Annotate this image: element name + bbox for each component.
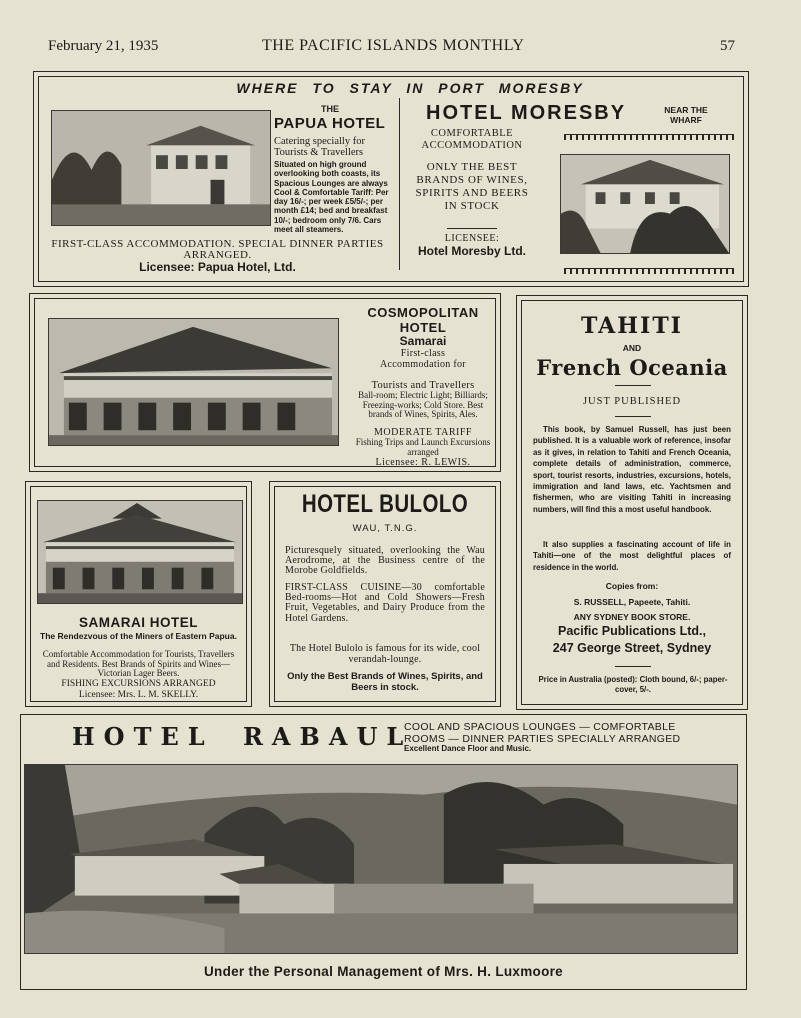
tahiti-any-store: ANY SYDNEY BOOK STORE. [573, 612, 691, 622]
moresby-rule [447, 228, 497, 229]
section-title: WHERE TO STAY IN PORT MORESBY [236, 80, 584, 96]
tahiti-paragraph-2: It also supplies a fascinating account of life in Tahiti—one of the most delightful places of residence in the world. [533, 540, 731, 572]
samarai-fishing: FISHING EXCURSIONS ARRANGED [61, 679, 216, 689]
cosmopolitan-licensee: Licensee: R. LEWIS. [375, 457, 471, 468]
tahiti-subtitle: French Oceania [536, 355, 728, 380]
cosmopolitan-name-1: COSMOPOLITAN [367, 305, 479, 320]
rabaul-line-3: Excellent Dance Floor and Music. [404, 744, 532, 753]
tahiti-copies-from: Copies from: [605, 581, 659, 591]
bulolo-paragraph-4: Only the Best Brands of Wines, Spirits, and Beers in stock. [287, 671, 483, 693]
moresby-dotted-rule-top [564, 134, 734, 140]
papua-the: THE [321, 104, 339, 114]
bulolo-place: WAU, T.N.G. [352, 523, 418, 534]
cosmopolitan-fishing: Fishing Trips and Launch Excursions arranged [355, 437, 491, 457]
papua-hotel-name: PAPUA HOTEL [274, 115, 386, 132]
tahiti-rule-3 [615, 666, 651, 667]
rabaul-line-1: COOL AND SPACIOUS LOUNGES — COMFORTABLE [404, 721, 676, 733]
rabaul-management: Under the Personal Management of Mrs. H. Luxmoore [203, 964, 563, 979]
moresby-comfortable: COMFORTABLE ACCOMMODATION [421, 128, 523, 151]
moresby-licensee-label: LICENSEE: [444, 233, 500, 244]
samarai-hotel-name: SAMARAI HOTEL [79, 615, 198, 630]
samarai-licensee: Licensee: Mrs. L. M. SKELLY. [78, 690, 199, 700]
rabaul-hotel-photo [24, 764, 738, 954]
papua-catering: Catering specially for Tourists & Travellers [274, 136, 365, 158]
tahiti-paragraph-1: This book, by Samuel Russell, has just been published. It is a valuable work of reference, insofar as it gives, in relation to Tahiti and French Oceania, complete details of administration, commerce, sport, tourist resorts, industries, excursions, hotels, immigration and land laws, etc. Yachtsmen and fishermen, who are visiting Tahiti in increasing numbers, will find this a most useful handbook. [533, 425, 731, 514]
cosmopolitan-name-2: HOTEL [399, 320, 447, 335]
moresby-brands: ONLY THE BEST BRANDS OF WINES, SPIRITS AND BEERS IN STOCK [415, 161, 529, 212]
samarai-body: Comfortable Accommodation for Tourists, Travellers and Residents. Best Brands of Spirits and Wines—Victorian Lager Beers. [42, 649, 235, 679]
rabaul-hotel-name: HOTEL RABAUL [72, 722, 413, 751]
magazine-title: THE PACIFIC ISLANDS MONTHLY [262, 37, 525, 54]
cosmopolitan-hotel-photo [48, 318, 339, 446]
tahiti-publisher-address: 247 George Street, Sydney [552, 641, 712, 655]
tahiti-title: TAHITI [581, 313, 683, 339]
bulolo-hotel-name: HOTEL BULOLO [301, 490, 469, 518]
moresby-near-wharf: NEAR THE WHARF [664, 105, 708, 125]
column-divider [399, 98, 400, 270]
page-date: February 21, 1935 [48, 38, 159, 54]
cosmopolitan-tariff: MODERATE TARIFF [374, 427, 472, 438]
papua-hotel-photo [51, 110, 271, 226]
tahiti-price: Price in Australia (posted): Cloth bound, 6/-; paper-cover, 5/-. [538, 675, 728, 694]
bulolo-paragraph-1: Picturesquely situated, overlooking the Wau Aerodrome, at the Business centre of the Morobe Goldfields. [285, 545, 485, 576]
moresby-licensee: Hotel Moresby Ltd. [417, 244, 526, 258]
tahiti-rule-2 [615, 416, 651, 417]
cosmopolitan-tourists: Tourists and Travellers [371, 380, 475, 391]
samarai-rendezvous: The Rendezvous of the Miners of Eastern Papua. [40, 631, 237, 641]
cosmopolitan-first-class: First-class Accommodation for [380, 348, 466, 370]
moresby-hotel-photo [560, 154, 730, 254]
samarai-hotel-photo [37, 500, 243, 604]
tahiti-publisher-name: Pacific Publications Ltd., [558, 624, 706, 638]
moresby-dotted-rule-bottom [564, 268, 734, 274]
moresby-hotel-name: HOTEL MORESBY [426, 102, 627, 124]
papua-first-class: FIRST-CLASS ACCOMMODATION. SPECIAL DINNER PARTIES ARRANGED. [51, 238, 384, 261]
tahiti-and: AND [622, 343, 642, 353]
rabaul-line-2: ROOMS — DINNER PARTIES SPECIALLY ARRANGED [404, 733, 681, 745]
bulolo-paragraph-3: The Hotel Bulolo is famous for its wide, cool verandah-lounge. [289, 643, 481, 665]
bulolo-paragraph-2: FIRST-CLASS CUISINE—30 comfortable Bed-rooms—Hot and Cold Showers—Fresh Fruit, Vegetables, and Dairy Produce from the Hotel Gardens. [285, 582, 485, 624]
papua-body: Situated on high ground overlooking both coasts, its Spacious Lounges are always Cool & Comfortable Tariff: Per day 16/-; per week £5/5/-; per month £14; bed and breakfast 10/-; bedroom only 7/6. Cars meet all steamers. [274, 160, 389, 235]
tahiti-rule-1 [615, 385, 651, 386]
papua-licensee: Licensee: Papua Hotel, Ltd. [139, 260, 296, 274]
tahiti-just-published: JUST PUBLISHED [582, 396, 682, 407]
cosmopolitan-body: Ball-room; Electric Light; Billiards; Freezing-works; Cold Store. Best brands of Wines, Spirits, Ales. [358, 390, 488, 419]
page-number: 57 [720, 38, 735, 54]
tahiti-russell: S. RUSSELL, Papeete, Tahiti. [573, 597, 691, 607]
cosmopolitan-place: Samarai [399, 334, 447, 348]
